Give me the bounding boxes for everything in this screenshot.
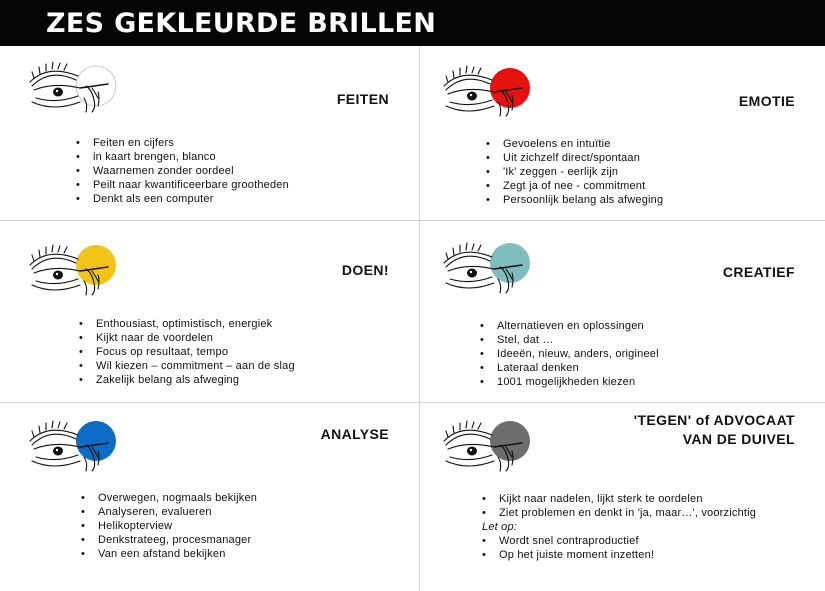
list-item: • Enthousiast, optimistisch, energiek [79, 317, 295, 331]
card-title-line: 'TEGEN' of ADVOCAAT [633, 412, 795, 428]
list-item: • Persoonlijk belang als afweging [486, 193, 663, 207]
card-doen [0, 221, 420, 403]
card-title: ANALYSE [320, 426, 389, 442]
list-item: • Wordt snel contraproductief [482, 534, 756, 548]
list-item: • Uit zichzelf direct/spontaan [486, 151, 663, 165]
title-banner [0, 0, 825, 46]
card-tegen [420, 403, 825, 591]
eye-icon [28, 417, 120, 477]
list-item: • Lateraal denken [480, 361, 659, 375]
list-item: • Op het juiste moment inzetten! [482, 548, 756, 562]
item-list [79, 317, 295, 387]
hats-grid [0, 46, 825, 591]
red-hat-circle [490, 68, 530, 108]
note-label: Let op: [482, 521, 518, 533]
list-item: • Ziet problemen en denkt in 'ja, maar…', voorzichtig [482, 506, 756, 520]
card-title: EMOTIE [738, 93, 795, 109]
list-item: • Focus op resultaat, tempo [79, 345, 295, 359]
item-list [81, 491, 257, 561]
eye-icon [442, 62, 534, 122]
card-emotie [420, 46, 825, 221]
card-creatief [420, 221, 825, 403]
list-item: • Helikopterview [81, 519, 257, 533]
list-item: • Zegt ja of nee - commitment [486, 179, 663, 193]
list-item: • Peilt naar kwantificeerbare grootheden [76, 178, 289, 192]
list-item: • Alternatieven en oplossingen [480, 319, 659, 333]
list-item: • Denkstrateeg, procesmanager [81, 533, 257, 547]
item-list [480, 319, 659, 389]
yellow-hat-circle [76, 245, 116, 285]
eye-icon [28, 58, 120, 118]
grey-hat-circle [490, 421, 530, 461]
item-list [76, 136, 289, 206]
card-title-line: VAN DE DUIVEL [682, 431, 795, 447]
list-item: • in kaart brengen, blanco [76, 150, 289, 164]
list-item: • Ideeën, nieuw, anders, origineel [480, 347, 659, 361]
list-item: • Feiten en cijfers [76, 136, 289, 150]
list-item: • Kijkt naar de voordelen [79, 331, 295, 345]
item-list [482, 492, 756, 562]
card-title: CREATIEF [722, 264, 795, 280]
list-item: • 1001 mogelijkheden kiezen [480, 375, 659, 389]
eye-icon [442, 239, 534, 299]
card-feiten [0, 46, 420, 221]
list-item: • Stel, dat … [480, 333, 659, 347]
card-analyse [0, 403, 420, 591]
list-item: • Denkt als een computer [76, 192, 289, 206]
list-item: • Waarnemen zonder oordeel [76, 164, 289, 178]
card-title: FEITEN [336, 91, 389, 107]
page-title: ZES GEKLEURDE BRILLEN [46, 8, 437, 39]
item-list [486, 137, 663, 207]
card-title [634, 411, 795, 449]
list-item: • Kijkt naar nadelen, lijkt sterk te oordelen [482, 492, 756, 506]
list-item: • Gevoelens en intuïtie [486, 137, 663, 151]
list-item: • 'Ik' zeggen - eerlijk zijn [486, 165, 663, 179]
green-hat-circle [490, 243, 530, 283]
list-item: • Analyseren, evalueren [81, 505, 257, 519]
card-title: DOEN! [341, 262, 389, 278]
list-item: • Overwegen, nogmaals bekijken [81, 491, 257, 505]
blue-hat-circle [76, 421, 116, 461]
list-item: • Zakelijk belang als afweging [79, 373, 295, 387]
list-item: • Wil kiezen – commitment – aan de slag [79, 359, 295, 373]
eye-icon [442, 417, 534, 477]
eye-icon [28, 241, 120, 301]
list-item: • Van een afstand bekijken [81, 547, 257, 561]
